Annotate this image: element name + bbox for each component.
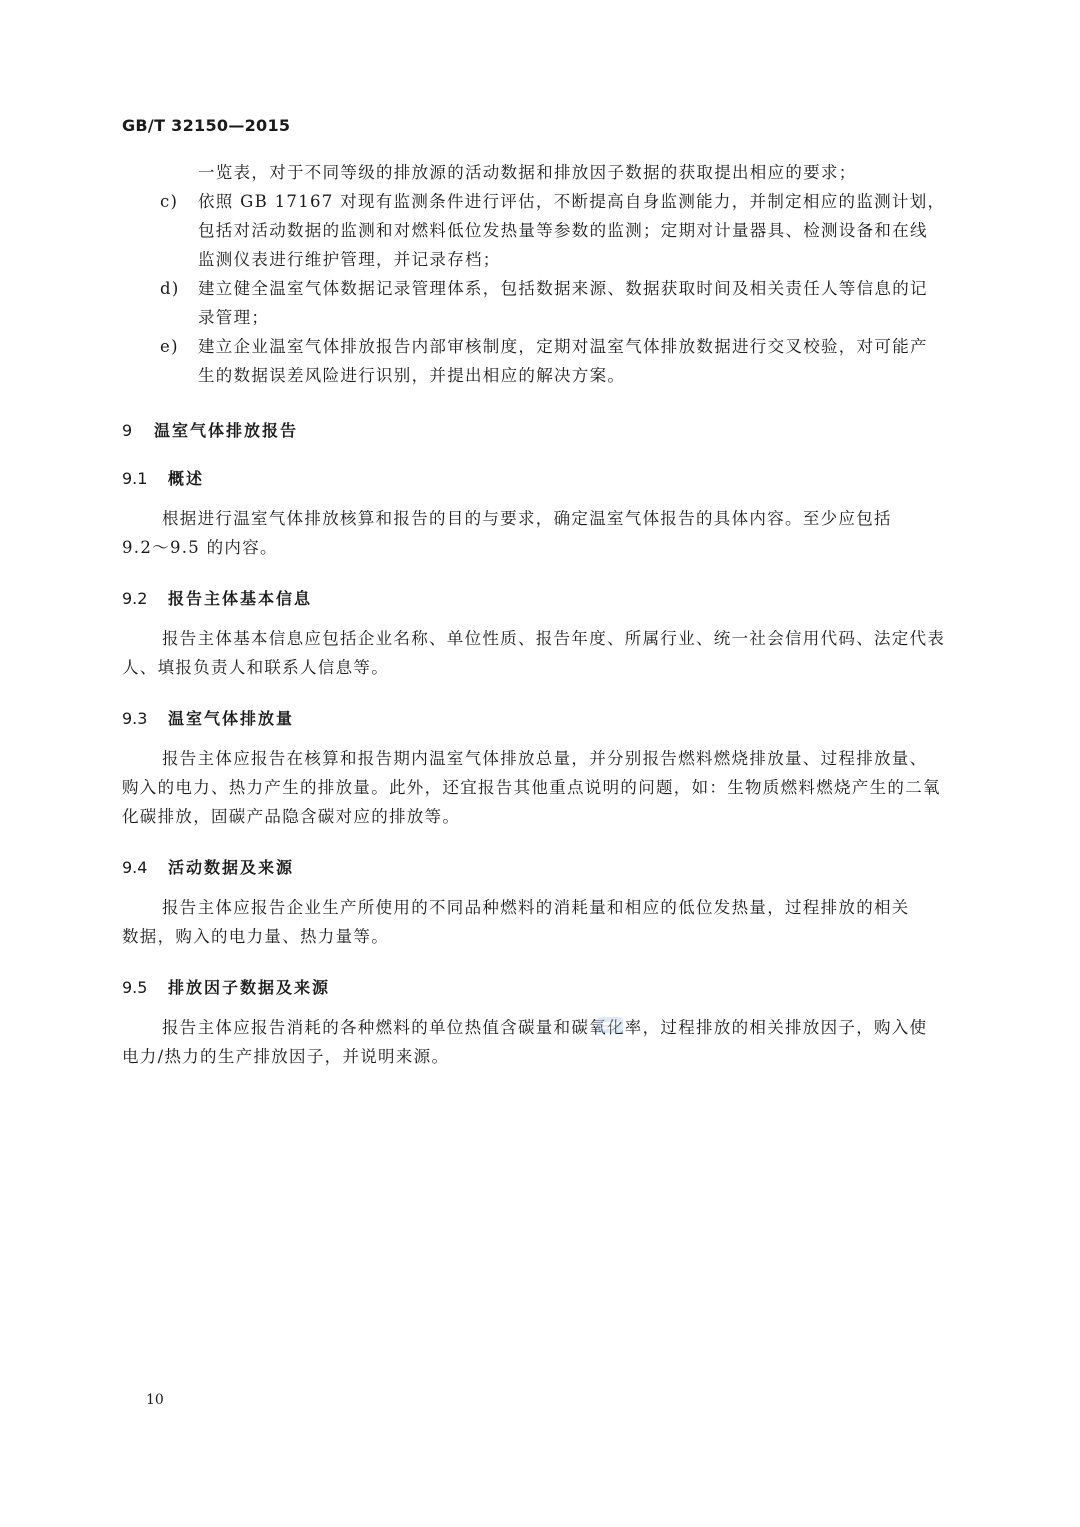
section-title: 报告主体基本信息 (168, 589, 313, 608)
paragraph-line: 9.2～9.5 的内容。 (122, 538, 278, 557)
section-paragraph (122, 504, 960, 562)
standard-code: GB/T 32150—2015 (122, 116, 291, 135)
continuation-line: 一览表，对于不同等级的排放源的活动数据和排放因子数据的获取提出相应的要求； (198, 163, 857, 182)
page-number: 10 (146, 1392, 164, 1408)
list-line: 建立企业温室气体排放报告内部审核制度，定期对温室气体排放数据进行交叉校验，对可能产 (198, 337, 928, 356)
paragraph-line: 报告主体应报告在核算和报告期内温室气体排放总量，并分别报告燃料燃烧排放量、过程排放量、 (162, 749, 928, 768)
paragraph-line: 数据，购入的电力量、热力量等。 (122, 927, 389, 946)
section-heading-9-5 (122, 977, 960, 999)
section-paragraph (122, 744, 960, 831)
section-title: 活动数据及来源 (168, 858, 295, 877)
paragraph-line: 报告主体应报告消耗的各种燃料的单位热值含碳量和碳氧化率，过程排放的相关排放因子，购入使 (162, 1018, 928, 1037)
paragraph-line: 电力/热力的生产排放因子，并说明来源。 (122, 1047, 450, 1066)
section-number: 9.1 (122, 469, 148, 488)
section-number: 9 (122, 421, 133, 440)
section-number: 9.2 (122, 589, 148, 608)
list-marker: d) (160, 279, 180, 298)
section-heading-9-1 (122, 468, 960, 490)
section-paragraph (122, 1013, 960, 1071)
list-line: 依照 GB 17167 对现有监测条件进行评估，不断提高自身监测能力，并制定相应的监测计划， (198, 192, 946, 211)
paragraph-line: 根据进行温室气体排放核算和报告的目的与要求，确定温室气体报告的具体内容。至少应包括 (162, 509, 892, 528)
section-heading-9-4 (122, 857, 960, 879)
section-title: 温室气体排放量 (168, 709, 295, 728)
section-heading-9 (122, 420, 960, 442)
section-number: 9.3 (122, 709, 148, 728)
paragraph-line: 报告主体基本信息应包括企业名称、单位性质、报告年度、所属行业、统一社会信用代码、法定代表 (162, 629, 946, 648)
list-item-d (122, 274, 960, 332)
list-line: 监测仪表进行维护管理，并记录存档； (198, 250, 501, 269)
list-line: 录管理； (198, 308, 270, 327)
page-content (122, 158, 960, 1071)
section-title: 概述 (168, 469, 205, 488)
paragraph-line: 人、填报负责人和联系人信息等。 (122, 658, 389, 677)
section-number: 9.5 (122, 978, 148, 997)
list-text (198, 274, 960, 332)
paragraph-line: 报告主体应报告企业生产所使用的不同品种燃料的消耗量和相应的低位发热量，过程排放的相关 (162, 898, 910, 917)
section-paragraph (122, 624, 960, 682)
list-line: 包括对活动数据的监测和对燃料低位发热量等参数的监测；定期对计量器具、检测设备和在线 (198, 221, 928, 240)
list-item-e (122, 332, 960, 390)
list-text (198, 187, 960, 274)
paragraph-line: 购入的电力、热力产生的排放量。此外，还宜报告其他重点说明的问题，如：生物质燃料燃烧产生的二氧 (122, 778, 941, 797)
list-marker: c) (160, 192, 179, 211)
section-heading-9-3 (122, 708, 960, 730)
list-marker: e) (160, 337, 179, 356)
paragraph-line: 化碳排放，固碳产品隐含碳对应的排放等。 (122, 807, 461, 826)
section-heading-9-2 (122, 588, 960, 610)
section-title: 温室气体排放报告 (154, 421, 299, 440)
list-line: 建立健全温室气体数据记录管理体系，包括数据来源、数据获取时间及相关责任人等信息的记 (198, 279, 928, 298)
list-text (198, 332, 960, 390)
section-number: 9.4 (122, 858, 148, 877)
section-title: 排放因子数据及来源 (168, 978, 331, 997)
watermark-logo-icon (596, 1014, 624, 1036)
list-line: 生的数据误差风险进行识别，并提出相应的解决方案。 (198, 366, 626, 385)
list-item-c (122, 187, 960, 274)
section-paragraph (122, 893, 960, 951)
